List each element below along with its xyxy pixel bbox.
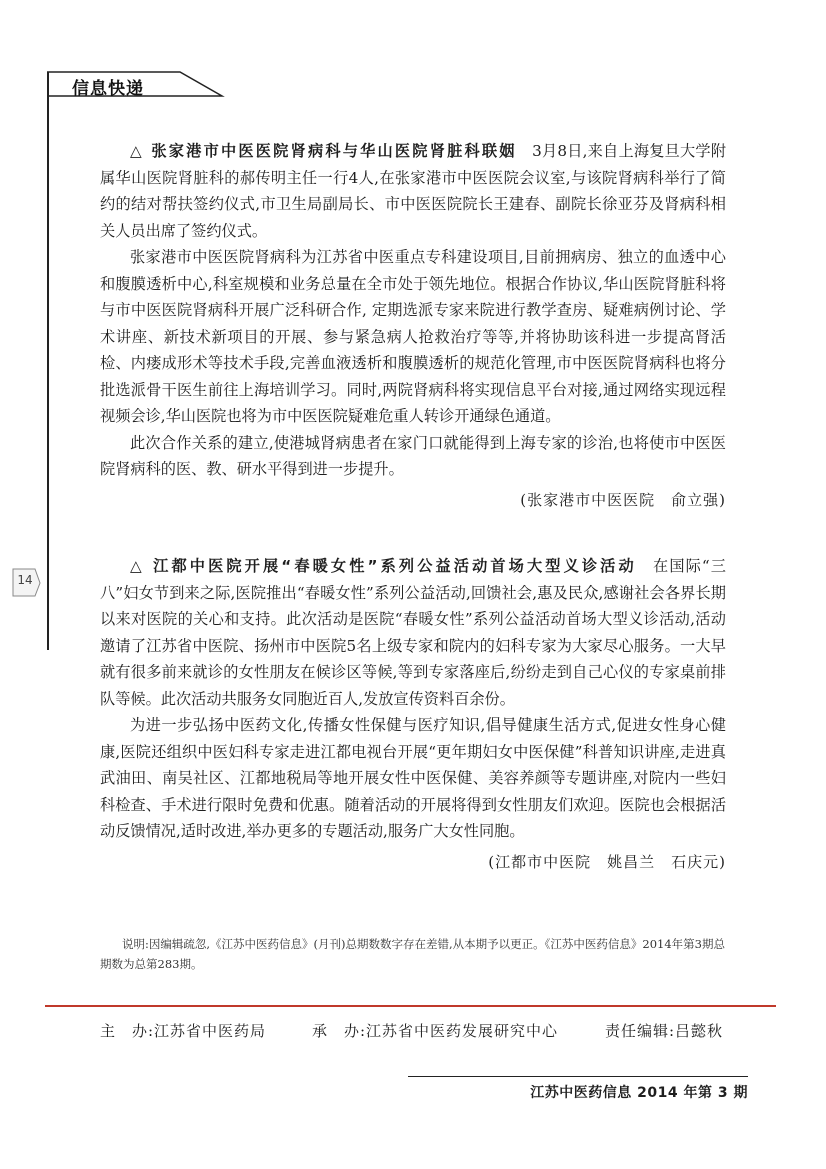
footer-editor: 责任编辑:吕懿秋 (605, 1022, 724, 1040)
footer-red-rule (45, 1005, 776, 1007)
article-2-headline: △ 江都中医院开展“春暖女性”系列公益活动首场大型义诊活动 (130, 557, 637, 575)
footer-organizer: 承 办:江苏省中医药发展研究中心 (312, 1022, 559, 1040)
article-1-paragraph-1: 3月8日,来自上海复旦大学附属华山医院肾脏科的郝传明主任一行4人,在张家港市中医医院会议室,与该院肾病科举行了简约的结对帮扶签约仪式,市卫生局副局长、市中医医院院长王建春、副院长徐亚芬及肾病科相关人员出席了签约仪式。 (100, 142, 727, 240)
article-1-paragraph-3: 此次合作关系的建立,使港城肾病患者在家门口就能得到上海专家的诊治,也将使市中医医院肾病科的医、教、研水平得到进一步提升。 (100, 433, 726, 478)
article-2-paragraph-2: 为进一步弘扬中医药文化,传播女性保健与医疗知识,倡导健康生活方式,促进女性身心健康,医院还组织中医妇科专家走进江都电视台开展“更年期妇女中医保健”科普知识讲座,走进真武油田、南吴社区、江都地税局等地开展女性中医保健、美容养颜等专题讲座,对院内一些妇科检查、手术进行限时免费和优惠。随着活动的开展将得到女性朋友们欢迎。医院也会根据活动反馈情况,适时改进,举办更多的专题活动,服务广大女性同胞。 (100, 716, 726, 840)
article-2-source: (江都市中医院 姚昌兰 石庆元) (488, 852, 726, 871)
header-tab-frame (0, 0, 826, 140)
article-2-paragraph-1: 在国际“三八”妇女节到来之际,医院推出“春暖女性”系列公益活动,回馈社会,惠及民众,感谢社会各界长期以来对医院的关心和支持。此次活动是医院“春暖女性”系列公益活动首场大型义诊活动,活动邀请了江苏省中医院、扬州市中医院5名上级专家和院内的妇科专家为大家尽心服务。一大早就有很多前来就诊的女性朋友在候诊区等候,等到专家落座后,纷纷走到自己心仪的专家桌前排队等候。此次活动共服务女同胞近百人,发放宣传资料百余份。 (100, 557, 726, 708)
footer-rule (408, 1076, 748, 1077)
editorial-note (100, 934, 730, 974)
article-2-lead-paragraph (100, 553, 726, 712)
footer-sponsor: 主 办:江苏省中医药局 (100, 1022, 267, 1040)
article-1-headline: △ 张家港市中医医院肾病科与华山医院肾脏科联姻 (130, 142, 517, 160)
article-1-source: (张家港市中医医院 俞立强) (520, 490, 726, 509)
editorial-note-text: 说明:因编辑疏忽,《江苏中医药信息》(月刊)总期数数字存在差错,从本期予以更正。《江苏中医药信息》2014年第3期总期数为总第283期。 (100, 937, 725, 971)
article-1-lead-paragraph (100, 138, 726, 244)
page-number: 14 (17, 573, 33, 587)
article-1-paragraph-2: 张家港市中医医院肾病科为江苏省中医重点专科建设项目,目前拥病房、独立的血透中心和腹膜透析中心,科室规模和业务总量在全市处于领先地位。根据合作协议,华山医院肾脏科将与市中医医院肾病科开展广泛科研合作, 定期选派专家来院进行教学查房、疑难病例讨论、学术讲座、新技术新项目的开展、参与紧急病人抢救治疗等等,并将协助该科进一步提高肾活检、内瘘成形术等技术手段,完善血液透析和腹膜透析的规范化管理,市中医医院肾病科也将分批选派骨干医生前往上海培训学习。同时,两院肾病科将实现信息平台对接,通过网络实现远程视频会诊,华山医院也将为市中医医院疑难危重人转诊开通绿色通道。 (100, 248, 726, 425)
section-tag: 信息快递 (72, 79, 144, 99)
article-2 (100, 553, 726, 875)
left-margin-rule (47, 72, 49, 650)
article-1 (100, 138, 726, 513)
issue-line: 江苏中医药信息 2014 年第 3 期 (530, 1085, 748, 1101)
